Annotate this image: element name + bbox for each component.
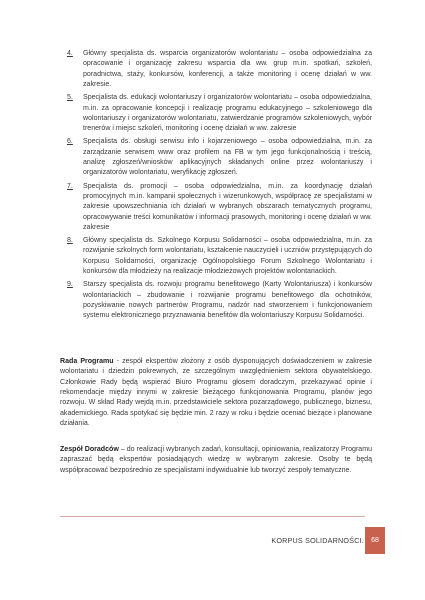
paragraph-text: – do realizacji wybranych zadań, konsultacji, opiniowania, realizatorzy Programu zapraszać będą ekspertów posiadających wiedzę w wybranym zakresie. Osoby te będą współpracować bezpośrednio ze specjalistami indywidualnie lub tworzyć zespoły tematyczne. bbox=[60, 446, 372, 474]
numbered-list bbox=[67, 49, 372, 324]
paragraph-term: Rada Programu bbox=[60, 358, 114, 366]
list-item bbox=[67, 93, 372, 134]
list-item-text: Specjalista ds. edukacji wolontariuszy i organizatorów wolontariatu – osoba odpowiedzialna, m.in. za opracowanie koncepcji i realizację programu edukacyjnego – szkoleniowego dla wolontariuszy i organizatorów wolontariatu, zatwierdzanie programów szkoleniowych, wybór trenerów i miejsc szkoleń, monitoring i ocenę działań w ww. zakresie bbox=[83, 94, 372, 133]
list-item-number: 4. bbox=[67, 50, 73, 57]
list-item-number: 8. bbox=[67, 237, 73, 245]
list-item-number: 9. bbox=[67, 281, 73, 289]
list-item bbox=[67, 137, 372, 178]
list-item bbox=[67, 182, 372, 234]
list-item-text: Główny specjalista ds. Szkolnego Korpusu Solidarności – osoba odpowiedzialna, m.in. za rozwijanie szkolnych form wolontariatu, kształcenie nauczycieli i uczniów przystępujących do Korpusu Solidarności, organizację Ogólnopolskiego Forum Szkolnego Wolontariatu i konkursów dla młodzieży na realizacje młodzieżowych projektów wolontariackich. bbox=[83, 237, 372, 276]
list-item-number: 6. bbox=[67, 138, 73, 146]
list-item bbox=[67, 280, 372, 321]
list-item bbox=[67, 236, 372, 277]
footer-divider bbox=[60, 516, 365, 517]
paragraph-zespol-doradcow bbox=[60, 445, 372, 476]
paragraph-term: Zespół Doradców bbox=[60, 446, 119, 454]
list-item-text: Specjalista ds. obsługi serwisu info i kojarzeniowego – osoba odpowiedzialna, m.in. za zarządzanie serwisem www oraz profilem na FB w tym jego funkcjonalnością i treścią, analizę zgłoszeń/wniosków aplikacyjnych składanych online przez wolontariuszy i organizatorów wolontariatu, weryfikację zgłoszeń. bbox=[83, 138, 372, 177]
list-item-text: Specjalista ds. promocji – osoba odpowiedzialna, m.in. za koordynację działań promocyjnych m.in. kampanii społecznych i wizerunkowych, współpracę ze specjalistami w zakresie upowszechniania ich działań w wybranych obszarach tematycznych programu, opracowywanie treści komunikatów i informacji prasowych, monitoring i ocenę działań w ww. zakresie bbox=[83, 182, 372, 231]
list-item-number: 5. bbox=[67, 94, 73, 102]
page-number: 68 bbox=[371, 537, 379, 544]
list-item-number: 7. bbox=[67, 182, 73, 190]
footer-title: KORPUS SOLIDARNOŚCI. bbox=[271, 536, 364, 545]
page-number-badge bbox=[365, 527, 385, 554]
paragraph-text: - zespół ekspertów złożony z osób dysponujących doświadczeniem w zakresie wolontariatu i dziedzin pokrewnych, ze szczególnym uwzględnieniem sektora obywatelskiego. Członkowie Rady będą wspierać Biuro Programu głosem doradczym, przekazywać opinie i rekomendacje między innymi w zakresie bieżącego funkcjonowania Programu, planów jego rozwoju. W skład Rady wejdą m.in. przedstawiciele sektora pozarządowego, publicznego, biznesu, akademickiego. Rada spotykać się będzie min. 2 razy w roku i będzie oceniać bieżące i planowane działania. bbox=[60, 358, 372, 428]
paragraph-rada-programu bbox=[60, 357, 372, 429]
list-item bbox=[67, 49, 372, 90]
list-item-text: Starszy specjalista ds. rozwoju programu benefitowego (Karty Wolontariusza) i konkursów wolontariackich – zbudowanie i rozwijanie programu benefitowego dla ochotników, pozyskiwanie nowych partnerów Programu, nadzór nad stworzeniem i funkcjonowaniem systemu elektronicznego przyznawania benefitów dla wolontariuszy Korpusu Solidarności. bbox=[83, 281, 372, 320]
list-item-text: Główny specjalista ds. wsparcia organizatorów wolontariatu – osoba odpowiedzialna za opracowanie i organizację zakresu wsparcia dla ww. grup m.in. spotkań, szkoleń, poradnictwa, staży, konkursów, konferencji, a także monitoring i ocenę działań w ww. zakresie. bbox=[83, 50, 372, 89]
